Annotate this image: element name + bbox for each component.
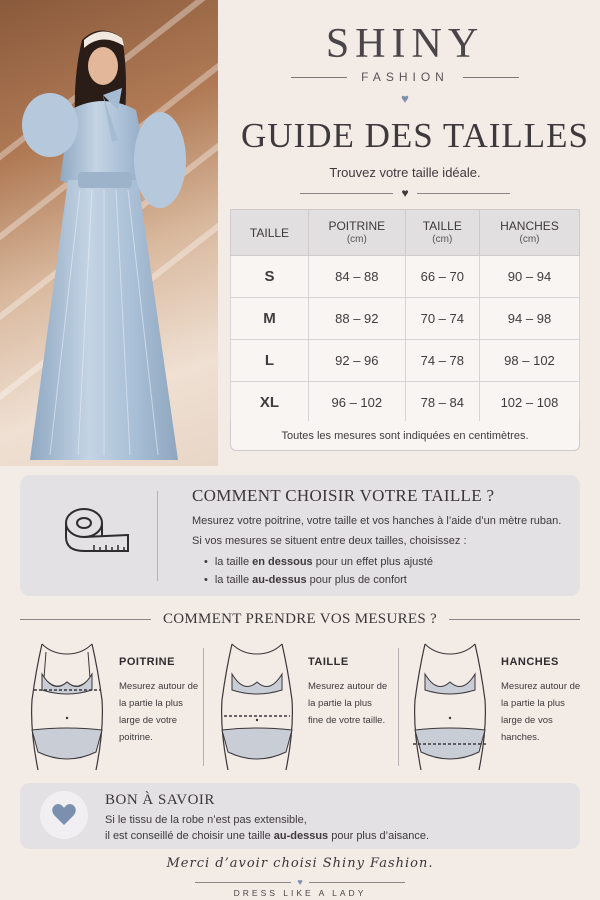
divider-line	[291, 77, 347, 78]
measure-desc: Mesurez autour de la partie la plus fine de votre taille.	[308, 681, 388, 726]
choose-text: Si vos mesures se situent entre deux tailles, choisissez :	[192, 535, 467, 547]
table-cell: 92 – 96	[309, 340, 406, 382]
table-header: POITRINE (cm)	[309, 210, 406, 256]
table-cell: 94 – 98	[479, 298, 579, 340]
measure-label: POITRINE	[119, 656, 175, 668]
heart-icon: ♥	[401, 186, 409, 200]
measure-desc: Mesurez autour de la partie la plus large de vos hanches.	[501, 681, 581, 743]
brand-name: SHINY	[325, 21, 485, 67]
good-text: Si le tissu de la robe n’est pas extensible,	[105, 814, 307, 826]
table-row	[231, 340, 580, 382]
list-item: • la taille au-dessus pour plus de confort	[204, 571, 433, 589]
heart-icon: ♥	[297, 877, 303, 887]
brand-sub-row	[230, 70, 580, 84]
brand-sub: FASHION	[361, 70, 449, 84]
choose-text: Mesurez votre poitrine, votre taille et vos hanches à l’aide d’un mètre ruban.	[192, 515, 562, 527]
heart-badge	[40, 791, 88, 839]
measure-waist	[212, 640, 392, 774]
table-cell: 70 – 74	[405, 298, 479, 340]
panel-divider	[157, 491, 158, 581]
table-cell: 74 – 78	[405, 340, 479, 382]
table-header: HANCHES (cm)	[479, 210, 579, 256]
body-hips-figure	[405, 640, 495, 774]
table-cell: 90 – 94	[479, 256, 579, 298]
measure-title-row	[20, 611, 580, 628]
footer-divider	[195, 878, 405, 887]
good-text: il est conseillé de choisir une taille au-dessus pour plus d’aisance.	[105, 830, 430, 842]
measure-desc: Mesurez autour de la partie la plus large de votre poitrine.	[119, 681, 199, 743]
size-cell: L	[231, 340, 309, 382]
table-cell: 96 – 102	[309, 382, 406, 424]
size-cell: S	[231, 256, 309, 298]
table-header: TAILLE (cm)	[405, 210, 479, 256]
size-cell: XL	[231, 382, 309, 424]
measure-hips	[405, 640, 585, 774]
thanks-message: Merci d’avoir choisi Shiny Fashion.	[166, 856, 434, 871]
size-cell: M	[231, 298, 309, 340]
measuring-tape-icon	[64, 505, 130, 557]
table-cell: 84 – 88	[309, 256, 406, 298]
page-title: GUIDE DES TAILLES	[241, 116, 589, 155]
table-row	[231, 382, 580, 424]
choose-size-panel	[20, 475, 580, 596]
table-cell: 98 – 102	[479, 340, 579, 382]
column-divider	[398, 648, 399, 766]
table-note: Toutes les mesures sont indiquées en centimètres.	[230, 421, 580, 451]
choose-title: COMMENT CHOISIR VOTRE TAILLE ?	[192, 486, 495, 505]
good-title: BON À SAVOIR	[105, 792, 215, 808]
table-row	[231, 298, 580, 340]
good-to-know-panel	[20, 783, 580, 849]
body-chest-figure	[22, 640, 112, 774]
table-header: TAILLE	[231, 210, 309, 256]
table-cell: 102 – 108	[479, 382, 579, 424]
choose-options	[204, 553, 433, 589]
table-cell: 66 – 70	[405, 256, 479, 298]
page-subtitle: Trouvez votre taille idéale.	[329, 165, 481, 180]
table-header-row	[231, 210, 580, 256]
body-waist-figure	[212, 640, 302, 774]
measure-title: COMMENT PRENDRE VOS MESURES ?	[162, 611, 438, 627]
brand-header	[230, 20, 580, 106]
list-item: • la taille en dessous pour un effet plus ajusté	[204, 553, 433, 571]
table-row	[231, 256, 580, 298]
model-photo	[0, 0, 218, 466]
heart-icon: ♥	[401, 91, 409, 106]
heart-icon	[51, 803, 77, 827]
table-cell: 88 – 92	[309, 298, 406, 340]
measure-chest	[22, 640, 202, 774]
model-illustration	[0, 0, 218, 466]
measure-label: HANCHES	[501, 656, 559, 668]
table-cell: 78 – 84	[405, 382, 479, 424]
tagline: DRESS LIKE A LADY	[233, 888, 367, 898]
divider-line	[463, 77, 519, 78]
measure-label: TAILLE	[308, 656, 349, 668]
column-divider	[203, 648, 204, 766]
title-divider	[300, 186, 510, 200]
size-table	[230, 209, 580, 424]
